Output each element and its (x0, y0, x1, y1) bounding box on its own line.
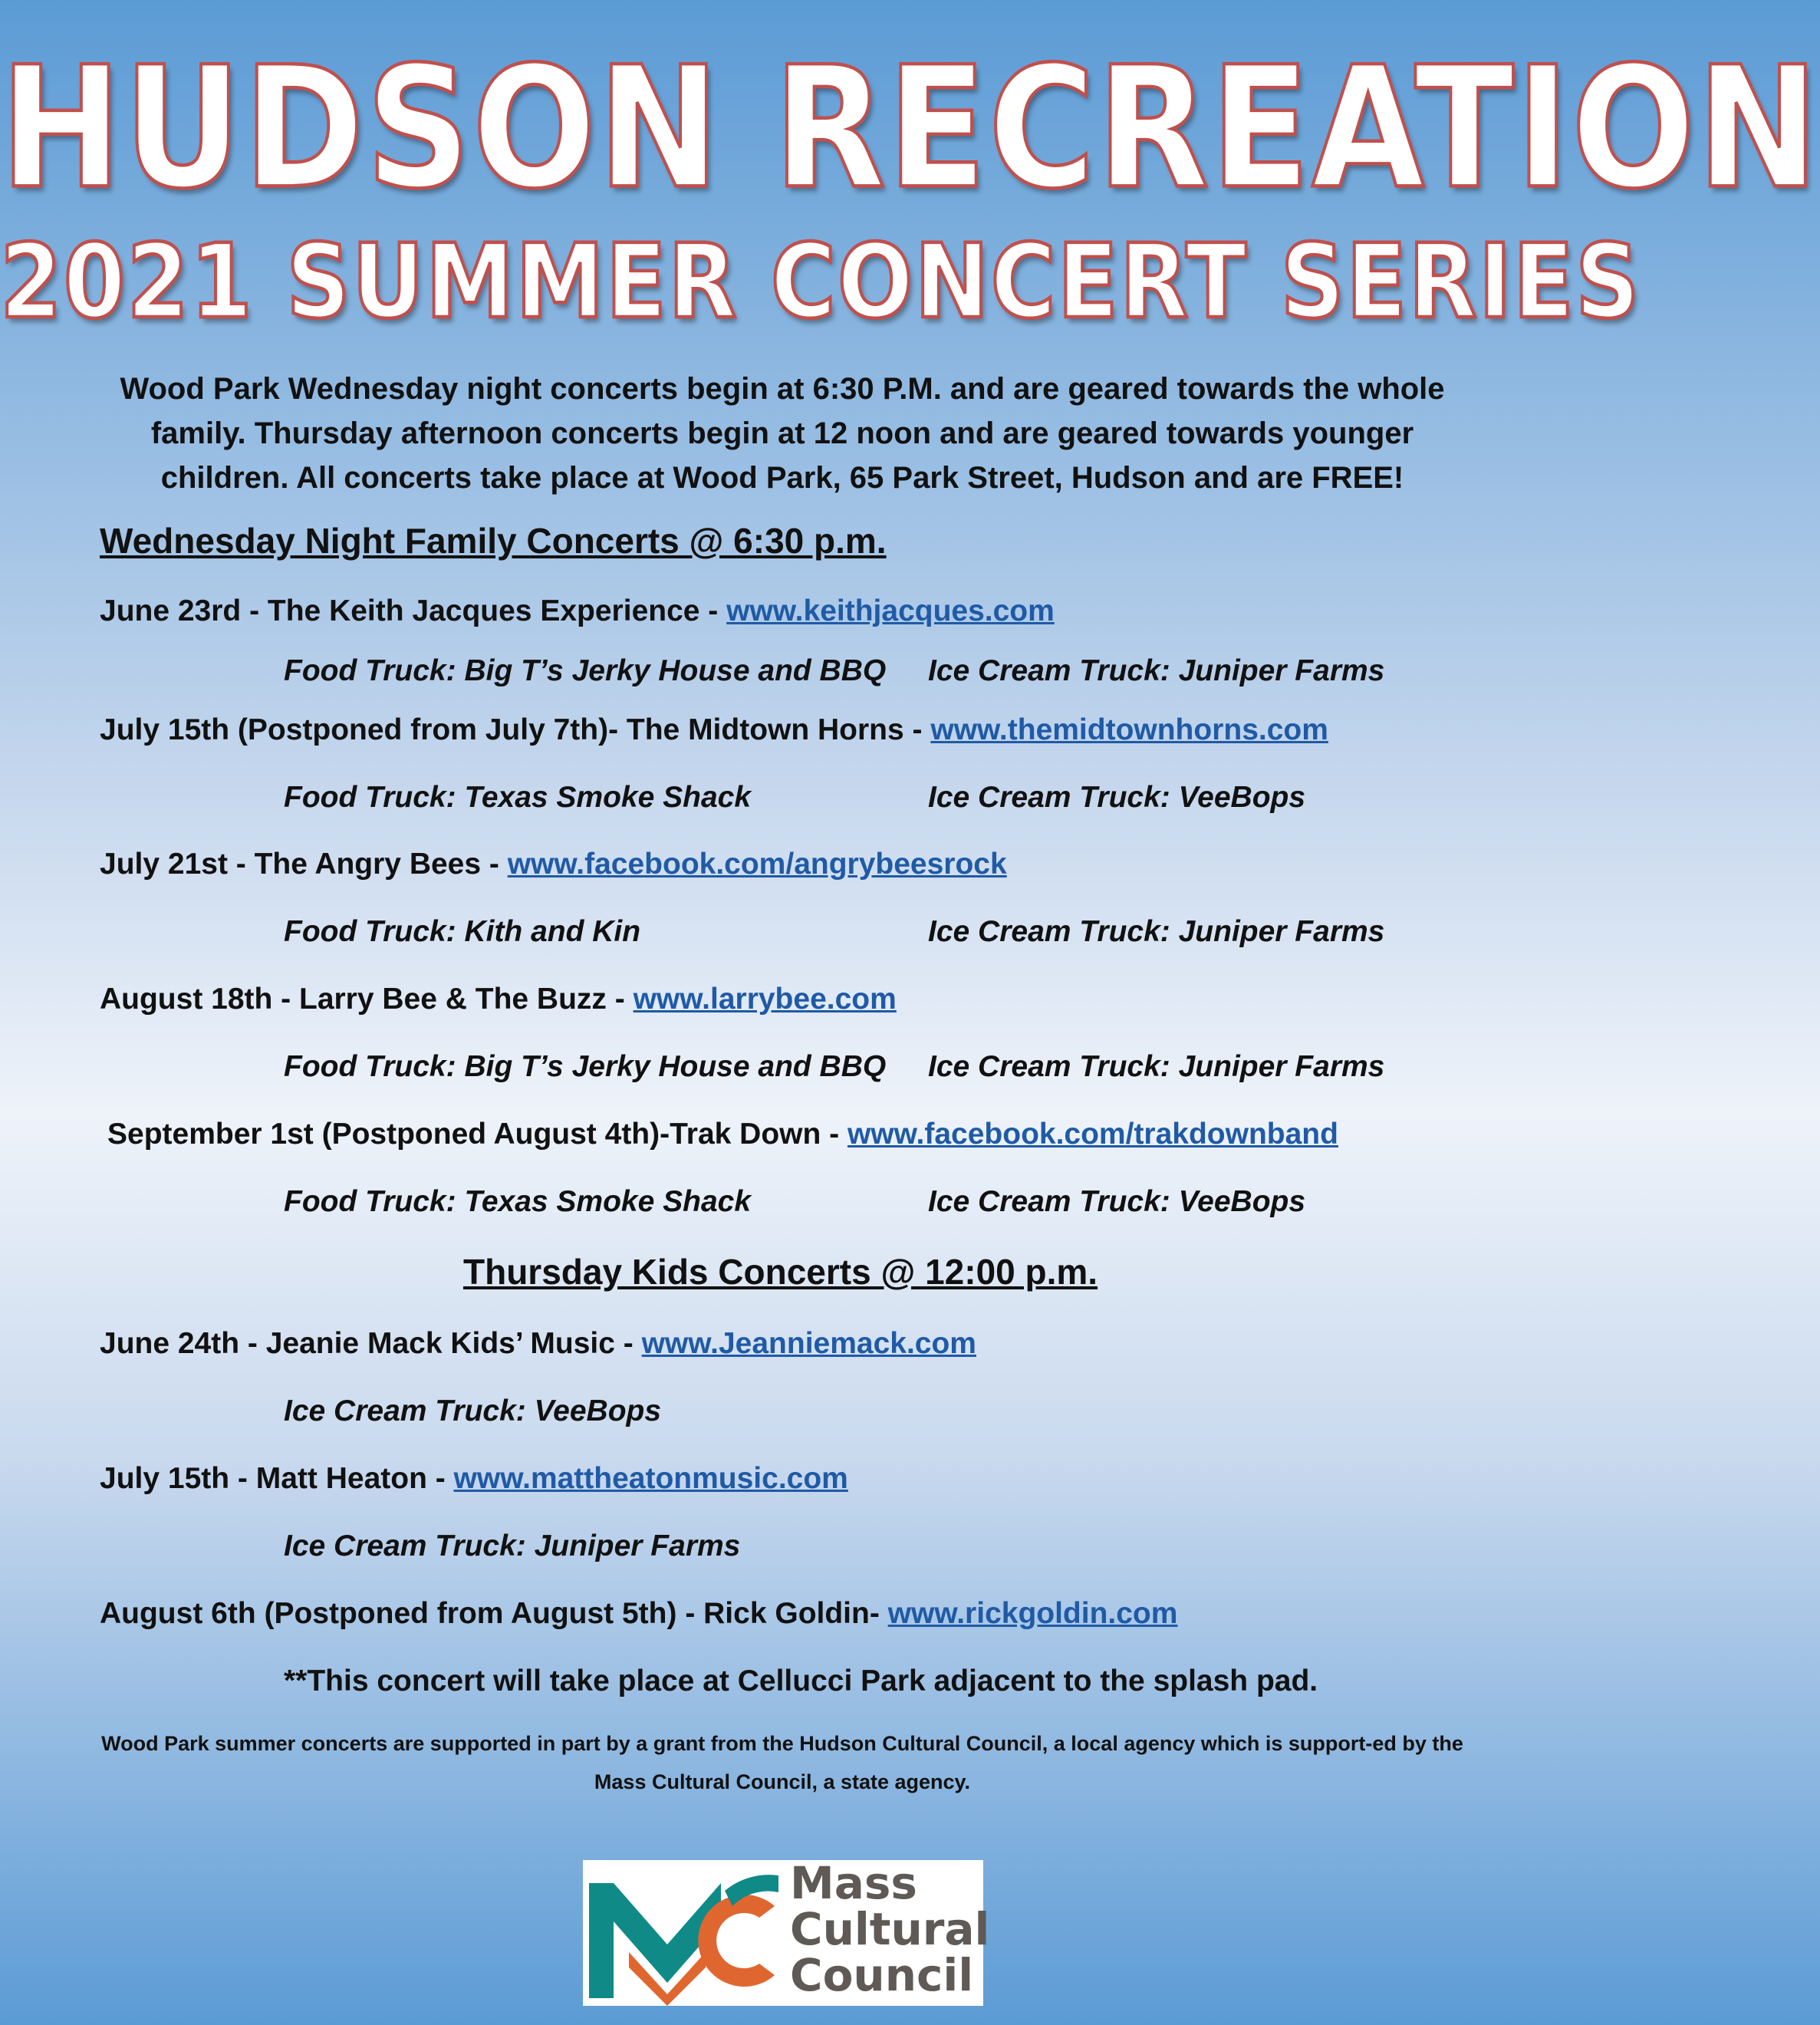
concert-row (100, 1597, 1177, 1631)
wednesday-heading: Wednesday Night Family Concerts @ 6:30 p.m. (100, 521, 887, 561)
food-truck: Food Truck: Big T’s Jerky House and BBQ (284, 654, 887, 687)
logo-text-line: Mass (790, 1857, 917, 1909)
concert-text: June 23rd - The Keith Jacques Experience - (100, 594, 727, 627)
ice-cream-truck: Ice Cream Truck: Juniper Farms (928, 654, 1385, 687)
concert-link[interactable]: www.mattheatonmusic.com (453, 1462, 848, 1495)
concert-link[interactable]: www.larrybee.com (633, 983, 897, 1016)
logo-text-line: Council (790, 1949, 974, 2001)
title-hudson-recreation: HUDSON RECREATION (0, 31, 1820, 226)
ice-cream-truck: Ice Cream Truck: VeeBops (284, 1394, 662, 1427)
concert-text: July 15th - Matt Heaton - (100, 1462, 454, 1495)
mcc-mark-icon (583, 1860, 782, 2006)
concert-row (100, 983, 897, 1016)
ice-cream-truck: Ice Cream Truck: Juniper Farms (928, 1050, 1385, 1083)
concert-link[interactable]: www.themidtownhorns.com (930, 713, 1328, 746)
concert-text: June 24th - Jeanie Mack Kids’ Music - (100, 1327, 642, 1360)
concert-link[interactable]: www.Jeanniemack.com (641, 1327, 976, 1360)
concert-text: July 15th (Postponed from July 7th)- The Midtown Horns - (100, 713, 931, 746)
concert-row (107, 1118, 1338, 1151)
food-truck: Food Truck: Texas Smoke Shack (284, 1185, 752, 1218)
concert-row (100, 1462, 848, 1496)
food-truck: Food Truck: Texas Smoke Shack (284, 781, 752, 814)
concert-link[interactable]: www.rickgoldin.com (887, 1597, 1178, 1630)
ice-cream-truck: Ice Cream Truck: VeeBops (928, 781, 1306, 814)
thursday-heading: Thursday Kids Concerts @ 12:00 p.m. (463, 1252, 1098, 1292)
subtitle-concert-series: 2021 SUMMER CONCERT SERIES (0, 222, 1641, 342)
concert-text: September 1st (Postponed August 4th)-Trak Down - (107, 1118, 847, 1151)
concert-text: August 18th - Larry Bee & The Buzz - (100, 983, 634, 1016)
concert-link[interactable]: www.facebook.com/trakdownband (847, 1118, 1338, 1151)
food-truck: Food Truck: Big T’s Jerky House and BBQ (284, 1050, 887, 1083)
ice-cream-truck: Ice Cream Truck: Juniper Farms (928, 915, 1385, 948)
concert-row (100, 1327, 976, 1361)
venue-note: **This concert will take place at Cellucci Park adjacent to the splash pad. (284, 1664, 1318, 1697)
food-truck: Food Truck: Kith and Kin (284, 915, 641, 948)
concert-link[interactable]: www.keithjacques.com (726, 594, 1055, 627)
concert-text: July 21st - The Angry Bees - (100, 848, 508, 881)
ice-cream-truck: Ice Cream Truck: VeeBops (928, 1185, 1306, 1218)
intro-paragraph: Wood Park Wednesday night concerts begin at 6:30 P.M. and are geared towards the whole family. Thursday afternoon concerts begin at 12 noon and are geared towards younger children. All concerts take place at Wood Park, 65 Park Street, Hudson and are FREE! (120, 372, 1445, 495)
logo-wordmark (790, 1857, 990, 2001)
mass-cultural-council-logo (583, 1857, 990, 2006)
concert-row (100, 713, 1328, 747)
concert-link[interactable]: www.facebook.com/angrybeesrock (507, 848, 1007, 881)
grant-footer: Wood Park summer concerts are supported in part by a grant from the Hudson Cultural Council, a local agency which is support-ed by the Mass Cultural Council, a state agency. (101, 1732, 1463, 1793)
ice-cream-truck: Ice Cream Truck: Juniper Farms (284, 1529, 741, 1562)
concert-text: August 6th (Postponed from August 5th) - Rick Goldin- (100, 1597, 888, 1630)
concert-row (100, 594, 1055, 628)
logo-text-line: Cultural (790, 1903, 990, 1955)
concert-row (100, 848, 1007, 881)
